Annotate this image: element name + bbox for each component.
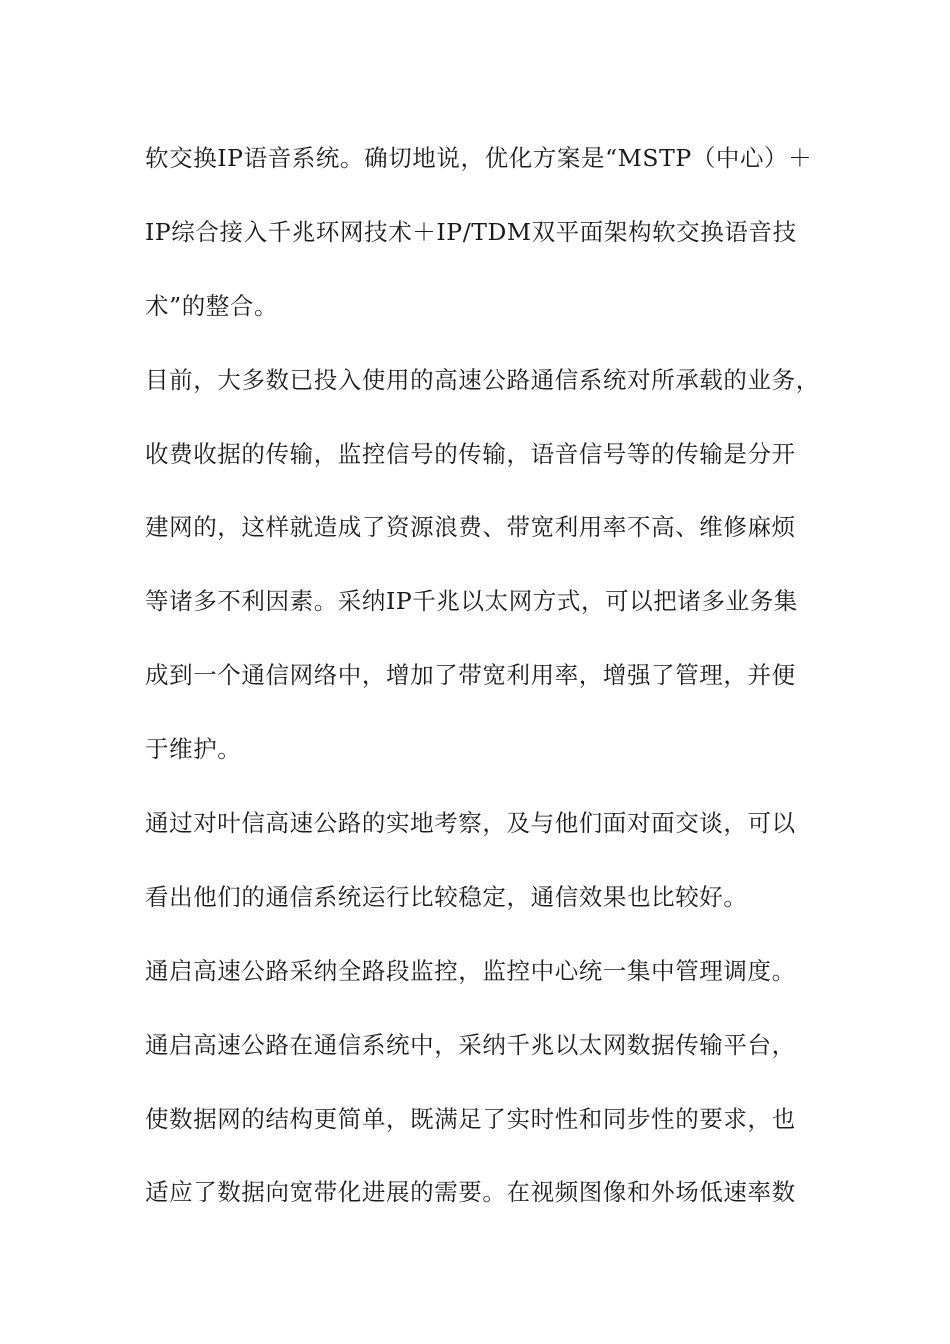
text-line: 成到一个通信网络中，增加了带宽利用率，增强了管理，并便 bbox=[145, 661, 796, 690]
text-line: 软交换IP语音系统。确切地说，优化方案是“MSTP（中心）＋ bbox=[145, 144, 813, 172]
text-line: 收费收据的传输，监控信号的传输，语音信号等的传输是分开 bbox=[145, 439, 796, 468]
text-line: 看出他们的通信系统运行比较稳定，通信效果也比较好。 bbox=[145, 882, 748, 911]
text-line: IP综合接入千兆环网技术＋IP/TDM双平面架构软交换语音技 bbox=[145, 217, 797, 246]
text-line: 建网的，这样就造成了资源浪费、带宽利用率不高、维修麻烦 bbox=[145, 513, 796, 542]
text-line: 通启高速公路采纳全路段监控，监控中心统一集中管理调度。 bbox=[145, 956, 796, 985]
text-line: 术”的整合。 bbox=[145, 291, 279, 320]
text-line: 通启高速公路在通信系统中，采纳千兆以太网数据传输平台， bbox=[145, 1030, 796, 1059]
text-line: 目前，大多数已投入使用的高速公路通信系统对所承载的业务， bbox=[145, 365, 820, 394]
text-line: 适应了数据向宽带化进展的需要。在视频图像和外场低速率数 bbox=[145, 1178, 796, 1207]
text-line: 于维护。 bbox=[145, 735, 242, 764]
text-line: 使数据网的结构更简单，既满足了实时性和同步性的要求，也 bbox=[145, 1104, 796, 1133]
text-line: 通过对叶信高速公路的实地考察，及与他们面对面交谈，可以 bbox=[145, 809, 796, 838]
body-text bbox=[145, 134, 845, 1242]
text-line: 等诸多不利因素。采纳IP千兆以太网方式，可以把诸多业务集 bbox=[145, 587, 798, 616]
